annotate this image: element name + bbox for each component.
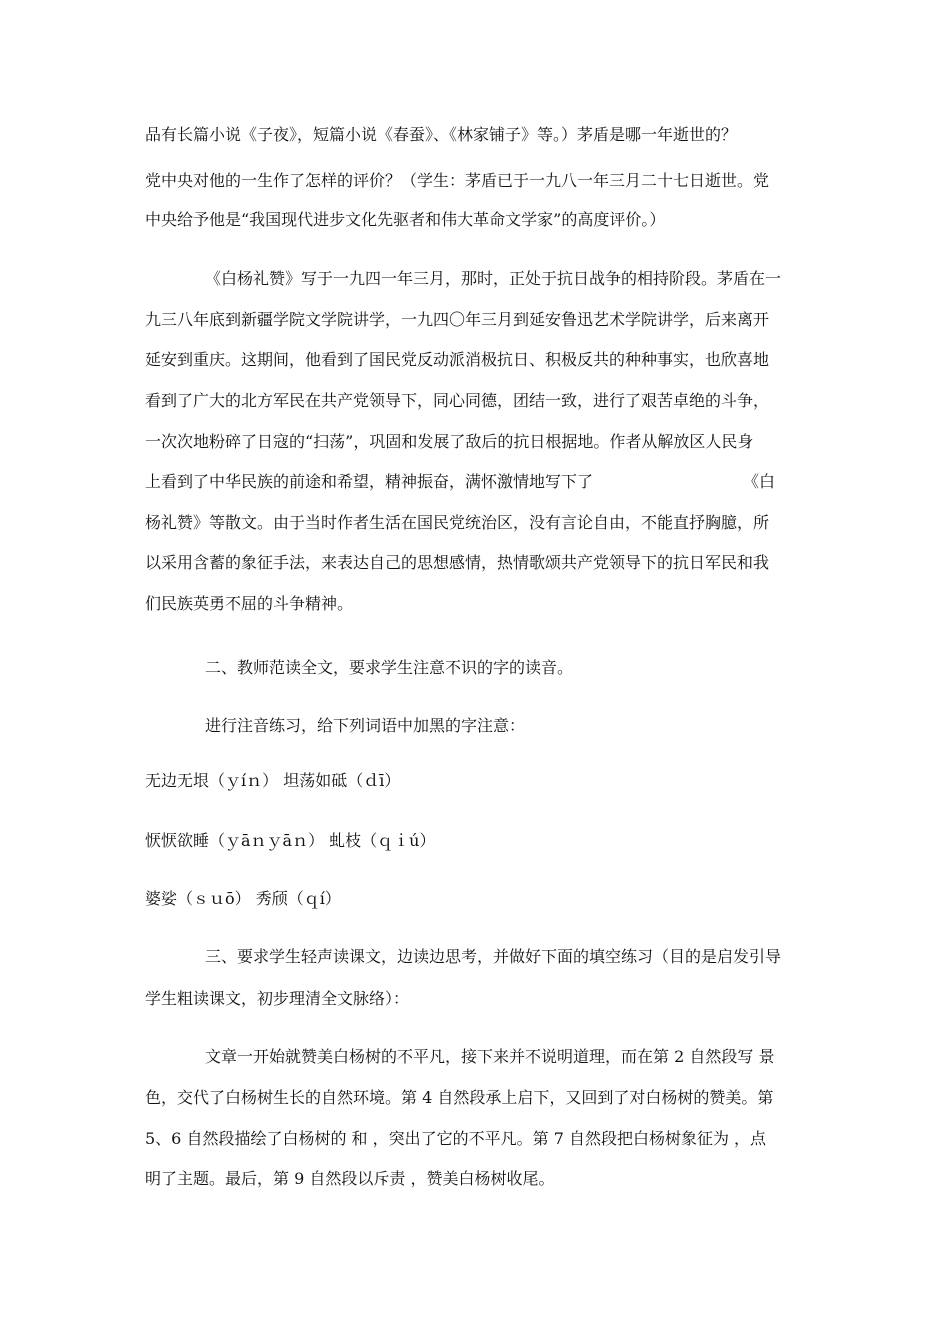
paragraph2-line6-end: 《白 xyxy=(743,472,776,491)
section2-instruction: 进行注音练习，给下列词语中加黑的字注意： xyxy=(205,716,526,735)
paragraph2-line1: 《白杨礼赞》写于一九四一年三月，那时，正处于抗日战争的相持阶段。茅盾在一 xyxy=(205,269,782,288)
pinyin-words-2: 恹恹欲睡（ｙāｎｙāｎ） 虬枝（ｑｉú） xyxy=(145,831,436,850)
paragraph3-line3: 5、6 自然段描绘了白杨树的 和 ，突出了它的不平凡。第 7 自然段把白杨树象征为 ，点 xyxy=(145,1129,767,1148)
paragraph1-line1: 品有长篇小说《子夜》，短篇小说《春蚕》、《林家铺子》等。）茅盾是哪一年逝世的？ xyxy=(145,125,738,144)
paragraph3-line2: 色，交代了白杨树生长的自然环境。第 4 自然段承上启下，又回到了对白杨树的赞美。第 xyxy=(145,1088,774,1107)
pinyin-words-3: 婆娑（ｓｕō） 秀颀（ｑí） xyxy=(145,889,341,908)
paragraph2-line7: 杨礼赞》等散文。由于当时作者生活在国民党统治区，没有言论自由，不能直抒胸臆，所 xyxy=(145,513,770,532)
paragraph1-line3: 中央给予他是“我国现代进步文化先驱者和伟大革命文学家”的高度评价。） xyxy=(145,210,666,229)
pinyin-words-1: 无边无垠（ｙíｎ） 坦荡如砥（ｄī） xyxy=(145,771,401,790)
paragraph3-line4: 明了主题。最后，第 9 自然段以斥责 ，赞美白杨树收尾。 xyxy=(145,1169,555,1188)
paragraph1-line2: 党中央对他的一生作了怎样的评价？（学生：茅盾已于一九八一年三月二十七日逝世。党 xyxy=(145,171,770,190)
section2-heading: 二、教师范读全文，要求学生注意不识的字的读音。 xyxy=(205,658,574,677)
paragraph2-line9: 们民族英勇不屈的斗争精神。 xyxy=(145,594,354,613)
paragraph2-line8: 以采用含蓄的象征手法，来表达自己的思想感情，热情歌颂共产党领导下的抗日军民和我 xyxy=(145,553,770,572)
paragraph2-line6-start: 上看到了中华民族的前途和希望，精神振奋，满怀激情地写下了 xyxy=(145,472,594,491)
section3-line2: 学生粗读课文，初步理清全文脉络）： xyxy=(145,989,410,1008)
section3-line1: 三、要求学生轻声读课文，边读边思考，并做好下面的填空练习（目的是启发引导 xyxy=(205,947,782,966)
paragraph2-line4: 看到了广大的北方军民在共产党领导下，同心同德，团结一致，进行了艰苦卓绝的斗争， xyxy=(145,391,770,410)
paragraph2-line5: 一次次地粉碎了日寇的“扫荡”，巩固和发展了敌后的抗日根据地。作者从解放区人民身 xyxy=(145,432,754,451)
paragraph2-line3: 延安到重庆。这期间，他看到了国民党反动派消极抗日、积极反共的种种事实，也欣喜地 xyxy=(145,350,770,369)
paragraph2-line2: 九三八年底到新疆学院文学院讲学，一九四〇年三月到延安鲁迅艺术学院讲学，后来离开 xyxy=(145,310,770,329)
paragraph2-line6 xyxy=(145,472,775,492)
paragraph3-line1: 文章一开始就赞美白杨树的不平凡，接下来并不说明道理，而在第 2 自然段写 景 xyxy=(205,1047,775,1066)
